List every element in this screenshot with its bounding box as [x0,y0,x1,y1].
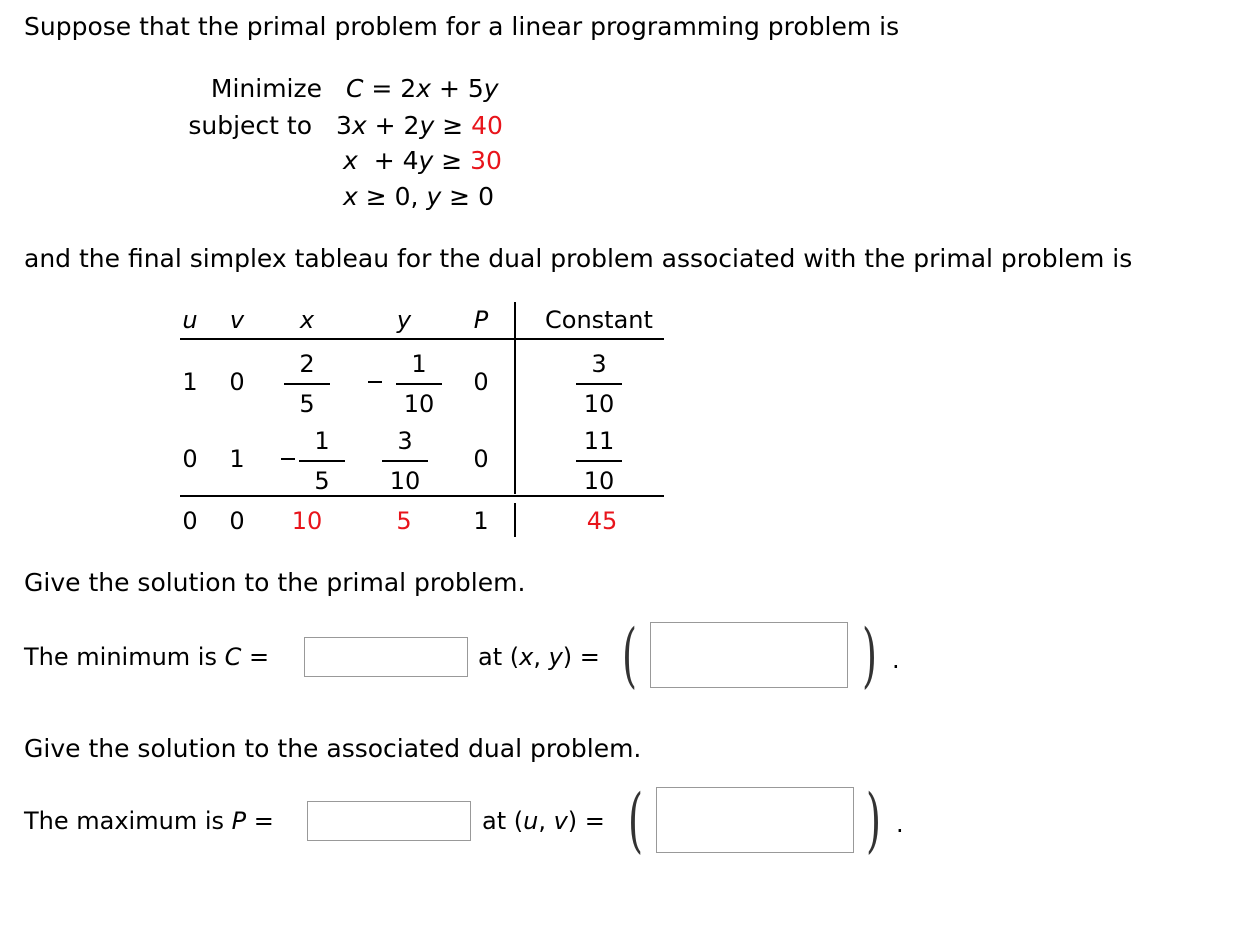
primal-close-paren: ) [862,614,878,696]
header-v: v [229,306,245,334]
dual-period: . [896,810,904,838]
objective-row-rule [180,495,664,497]
header-u: u [182,306,198,334]
primal-open-paren: ( [622,614,638,696]
r3-constant: 45 [586,507,618,535]
dual-close-paren: ) [866,779,882,861]
primal-min-label: The minimum is C = [24,643,270,671]
intro-text: Suppose that the primal problem for a linear programming problem is [24,12,900,41]
primal-period: . [892,646,900,674]
primal-point-input[interactable] [650,622,848,688]
r2-y-fraction: 3 10 [370,429,440,493]
header-y: y [396,306,412,334]
constraint-2: x + 4y ≥ 30 [343,146,502,175]
primal-at-label: at (x, y) = [478,643,600,671]
dual-max-label: The maximum is P = [24,807,274,835]
header-p: P [473,306,489,334]
dual-open-paren: ( [628,779,644,861]
r1-x-fraction: 2 5 [272,352,342,416]
r3-x: 10 [291,507,323,535]
objective-function: C = 2x + 5y [346,74,499,103]
constraint-nonneg: x ≥ 0, y ≥ 0 [343,182,494,211]
dual-sentence: and the final simplex tableau for the dual problem associated with the primal problem is [24,244,1133,273]
dual-max-input[interactable] [307,801,471,841]
r1-y-fraction: 1 10 [384,352,454,416]
r3-y: 5 [396,507,412,535]
r2-u: 0 [182,445,198,473]
r3-v: 0 [229,507,245,535]
r1-y-minus [368,381,382,383]
question-dual: Give the solution to the associated dual problem. [24,734,642,763]
r2-constant-fraction: 11 10 [564,429,634,493]
dual-at-label: at (u, v) = [482,807,605,835]
objective-row-divider [514,503,516,537]
r2-v: 1 [229,445,245,473]
primal-min-input[interactable] [304,637,468,677]
r3-u: 0 [182,507,198,535]
r2-p: 0 [473,445,489,473]
question-primal: Give the solution to the primal problem. [24,568,526,597]
dual-point-input[interactable] [656,787,854,853]
header-rule [180,338,664,340]
constraint-1: 3x + 2y ≥ 40 [336,111,503,140]
r1-constant-fraction: 3 10 [564,352,634,416]
r2-x-fraction: 1 5 [287,429,357,493]
r1-v: 0 [229,368,245,396]
header-constant: Constant [545,306,653,334]
r3-p: 1 [473,507,489,535]
subject-to-label: subject to [188,111,312,140]
header-x: x [299,306,315,334]
r1-u: 1 [182,368,198,396]
r1-p: 0 [473,368,489,396]
minimize-label: Minimize [210,74,322,103]
constant-divider [514,302,516,494]
